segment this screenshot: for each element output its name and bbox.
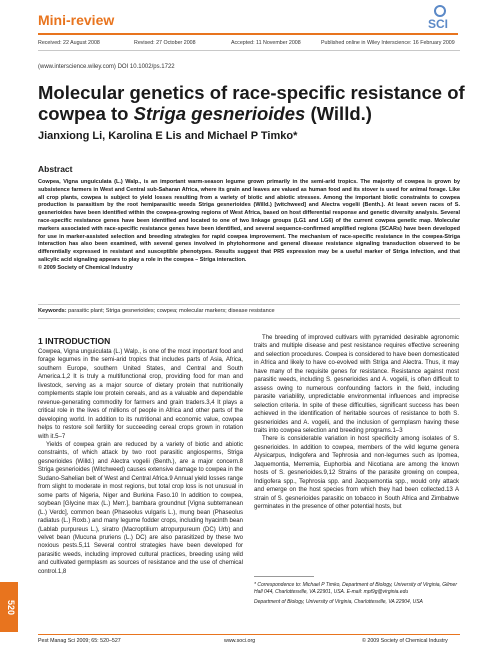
published-date: Published online in Wiley Interscience: 16 February 2009 [321,40,455,46]
logo-text: SCI [428,17,449,31]
header-rule [38,33,458,35]
keywords-rule-bottom [38,318,460,319]
introduction-heading: 1 INTRODUCTION [38,336,111,346]
article-title [38,82,468,124]
journal-citation: Pest Manag Sci 2009; 65: 520–527 [38,638,121,644]
logo-ring-icon [434,5,446,17]
keywords-rule-top [38,304,460,305]
received-date: Received: 22 August 2008 [38,40,100,46]
left-paragraph-2: Yields of cowpea grain are reduced by a variety of biotic and abiotic constraints, of which attack by two root parasitic angiosperms, Striga gesnerioides (Willd.) and Alectra vogelii (Benth.), are a major concern.8 Striga gesnerioides (Witchweed) causes extensive damage to cowpea in the Sudano-Sahelian belt of West and Central Africa.9 Annual yield losses range from slight to moderate in most regions, but total crop loss is not unusual in some parts of Nigeria, Niger and Burkina Faso.10 In addition to cowpea, soybean [Glycine max (L.) Merr.], bambara groundnut [Vigna subterranean (L.) Verdc], common bean (Phaseolus vulgaris L.), mung bean (Phaseolus radiatus (L.) Roxb.) and many legume fodder crops, including hyacinth bean (Lablab purpureus L.), siratro (Macroptilium atropurpureum (DC) Urb) and velvet bean (Mucuna pruriens (L.) DC) are also parasitized by these two noxious pests.5,11 Several control strategies have been developed for parasitic weeds, including improved cultural practices, breeding using wild and cultivated germplasm as sources of resistance and the use of chemical control.1,8 [38,441,243,575]
page-number: 520 [6,600,16,616]
section-label: Mini-review [38,12,115,28]
title-main: Molecular genetics of race-specific resistance of cowpea to [38,82,465,124]
right-paragraph-2: There is considerable variation in host specificity among isolates of S. gesnerioides. In addition to cowpea, members of the wild legume genera Alysicarpus, Indigofera and Tephrosia and non-legumes such as Ipomea, Jaquemontia, Merremia, Euphorbia and Nicotiana are among the known hosts of S. gesnerioides.9,12 Strains of the parasite growing on cowpea, Indigofera spp., Tephrosia spp. and Jacquemontia spp., would only attack and emerge on the host species from which they had been collected.13 A strain of S. gesnerioides parasitic on tobacco in South Africa and Zimbabwe germinates in the presence of other potential hosts, but [254,436,459,511]
right-column [254,334,459,512]
left-column [38,348,243,576]
dates-rule [38,50,460,51]
abstract-text: Cowpea, Vigna unguiculata (L.) Walp., is an important warm-season legume grown primarily in the semi-arid tropics. The majority of cowpea is grown by subsistence farmers in West and Central sub-Saharan Africa, where its grain and leaves are valued as human food and its stover is used for animal forage. Like all crop plants, cowpea is subject to yield losses resulting from a variety of biotic and abiotic stresses. Among the important biotic constraints to cowpea production is parasitism by the root hemiparasitic weeds Striga gesnerioides (Willd.) [witchweed] and Alectra vogelii (Benth.). At least seven races of S. gesnerioides have been identified within the cowpea-growing regions of West Africa, based on host differential response and genetic diversity analysis. Several race-specific resistance genes have been identified and located to one of two linkage groups (LG1 and LG6) of the current cowpea genetic map. Molecular markers associated with race-specific resistance genes have been identified, and several sequence-confirmed amplified regions (SCARs) have been developed for use in marker-assisted selection and breeding strategies for rapid cowpea improvement. The mechanism of race-specific resistance in the cowpea-Striga interaction has also been examined, with several genes involved in phytohormone and general disease resistance signaling transduction observed to be differentially expressed in resistant and susceptible phenotypes. Results suggest that PR5 expression may be a useful marker of Striga infection, and that salicylic acid signaling appears to play a role in the cowpea – Striga interaction. [38,179,460,263]
keywords [38,308,460,314]
title-italic: Striga gesnerioides [133,103,306,124]
correspondence: * Correspondence to: Michael P Timko, Department of Biology, University of Virginia, Gilmer Hall 044, Charlottesville, VA 22901, USA. E-mail: mpt9g@virginia.edu [254,582,458,595]
website-link[interactable]: www.soci.org [224,638,256,644]
keywords-text: parasitic plant; Striga gesnerioides; cowpea; molecular markers; disease resistance [66,308,275,314]
right-paragraph-1: The breeding of improved cultivars with pyramided desirable agronomic traits and multiple disease and pest resistance requires effective screening and selection procedures. Cowpea is considered to have been domesticated in Africa and likely to have co-evolved with Striga and Alectra. Thus, it may have many of the requisite genes for resistance. Resistance against most parasitic weeds, including S. gesnerioides and A. vogelii, is often difficult to assess owing to numerous confounding factors in the field, including parasite variability, unpredictable environmental influences and imprecise selection criteria. In spite of these difficulties, significant success has been achieved in the identification of heritable sources of resistance to both S. gesnerioides and A. vogelii, and the inclusion of germplasm having these traits into cowpea selection and breeding programs.1–3 [254,335,459,434]
doi-line: (www.interscience.wiley.com) DOI 10.1002/ps.1722 [38,64,175,70]
footer-copyright: © 2009 Society of Chemical Industry [362,638,448,644]
abstract-body [38,179,460,273]
keywords-label: Keywords: [38,308,67,314]
affiliation: Department of Biology, University of Virginia, Charlottesville, VA 22904, USA [254,599,423,605]
footnote [254,582,460,610]
footnote-rule [254,576,314,577]
title-end: (Willd.) [305,103,372,124]
authors: Jianxiong Li, Karolina E Lis and Michael P Timko* [38,130,298,142]
revised-date: Revised: 27 October 2008 [134,40,196,46]
footer-rule [38,634,460,635]
abstract-heading: Abstract [38,164,73,174]
accepted-date: Accepted: 11 November 2008 [231,40,301,46]
abstract-copyright: © 2009 Society of Chemical Industry [38,264,133,271]
left-paragraph-1: Cowpea, Vigna unguiculata (L.) Walp., is one of the most important food and forage legumes in the semi-arid tropics that includes parts of Asia, Africa, southern Europe, southern United States, and Central and South America.1,2 It is truly a multifunctional crop, providing food for man and livestock, serving as a major source of dietary protein that nutritionally complements staple low protein cereals, and as a valuable and dependable revenue-generating commodity for farmers and grain traders.3,4 It plays a critical role in the lives of millions of people in Africa and other parts of the developing world. In addition to its nutritional and economic value, cowpea helps to restore soil fertility for succeeding cereal crops grown in rotation with it.5–7 [38,349,243,440]
